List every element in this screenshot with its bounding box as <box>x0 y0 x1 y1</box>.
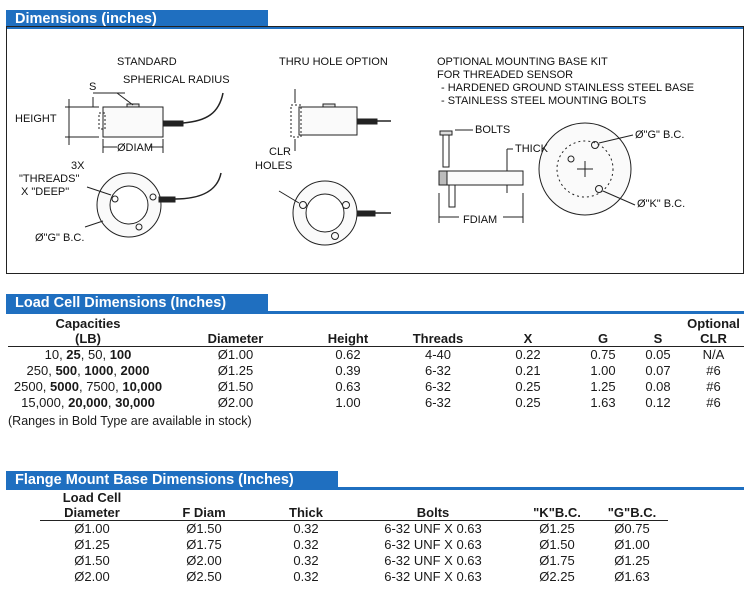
table-row <box>8 379 744 395</box>
x-cell: 0.21 <box>515 363 541 378</box>
bolts-label: BOLTS <box>475 124 511 136</box>
g-bc-label-left: Ø"G" B.C. <box>35 232 85 244</box>
fdiam-cell: Ø1.50 <box>186 521 222 536</box>
capacity-cell: 250, 500, 1000, 2000 <box>26 363 150 378</box>
capacity-cell: 15,000, 20,000, 30,000 <box>21 395 155 410</box>
header-capacities <box>8 316 168 347</box>
header-diameter: Diameter <box>207 331 264 346</box>
section-title-dimensions: Dimensions (inches) <box>6 10 268 29</box>
k-bc-label-right: Ø"K" B.C. <box>637 198 686 210</box>
header-height: Height <box>327 331 369 346</box>
gbc-cell: Ø1.00 <box>614 537 650 552</box>
gbc-cell: Ø0.75 <box>614 521 650 536</box>
lcd-cell: Ø1.50 <box>74 553 110 568</box>
load-cell-table <box>8 316 744 411</box>
thru-hole-title: THRU HOLE OPTION <box>279 56 388 68</box>
thru-hole-top-view <box>279 181 391 245</box>
table-row <box>40 537 668 553</box>
standard-top-view <box>85 173 221 237</box>
spherical-radius-label: SPHERICAL RADIUS <box>123 74 230 86</box>
diameter-cell: Ø1.25 <box>217 363 254 378</box>
g-cell: 1.25 <box>590 379 616 394</box>
header-clr-line1: Optional <box>687 316 740 331</box>
optional-kit-title: OPTIONAL MOUNTING BASE KIT <box>437 56 608 68</box>
bolts-cell: 6-32 UNF X 0.63 <box>384 569 482 584</box>
standard-title: STANDARD <box>117 56 177 68</box>
clr-cell: #6 <box>706 379 721 394</box>
clr-cell: N/A <box>702 347 725 362</box>
flange-table <box>40 490 668 585</box>
section-title-load-cell: Load Cell Dimensions (Inches) <box>6 294 268 313</box>
dimensions-figure <box>6 26 744 274</box>
threads-cell: 6-32 <box>424 395 452 410</box>
kbc-cell: Ø1.25 <box>539 521 575 536</box>
header-g: G <box>597 331 609 346</box>
threads-count-label: 3X <box>71 160 85 172</box>
table-row <box>8 363 744 379</box>
thick-cell: 0.32 <box>293 537 319 552</box>
diam-label: ØDIAM <box>117 142 154 154</box>
s-cell: 0.12 <box>645 395 671 410</box>
lcd-cell: Ø2.00 <box>74 569 110 584</box>
g-cell: 1.63 <box>590 395 616 410</box>
clr-label: CLR <box>269 146 292 158</box>
fdiam-cell: Ø1.75 <box>186 537 222 552</box>
thick-cell: 0.32 <box>293 569 319 584</box>
capacity-cell: 2500, 5000, 7500, 10,000 <box>13 379 163 394</box>
lcd-cell: Ø1.00 <box>74 521 110 536</box>
bolts-cell: 6-32 UNF X 0.63 <box>384 521 482 536</box>
diameter-cell: Ø1.00 <box>217 347 254 362</box>
s-cell: 0.07 <box>645 363 671 378</box>
diameter-cell: Ø1.50 <box>217 379 254 394</box>
mounting-base-side-view <box>439 130 523 223</box>
clr-holes-label: HOLES <box>255 160 293 172</box>
gbc-cell: Ø1.63 <box>614 569 650 584</box>
header-capacities-line1: Capacities <box>55 316 121 331</box>
lcd-cell: Ø1.25 <box>74 537 110 552</box>
clr-cell: #6 <box>706 395 721 410</box>
header-bolts: Bolts <box>416 505 450 520</box>
kbc-cell: Ø1.50 <box>539 537 575 552</box>
optional-kit-bolts: - STAINLESS STEEL MOUNTING BOLTS <box>441 95 647 107</box>
s-cell: 0.05 <box>645 347 671 362</box>
fdiam-label: FDIAM <box>463 214 498 226</box>
kbc-cell: Ø2.25 <box>539 569 575 584</box>
diameter-cell: Ø2.00 <box>217 395 254 410</box>
bolts-cell: 6-32 UNF X 0.63 <box>384 553 482 568</box>
height-cell: 1.00 <box>335 395 361 410</box>
stock-note: (Ranges in Bold Type are available in stock) <box>8 414 252 428</box>
mounting-base-top-view <box>539 123 635 215</box>
g-cell: 1.00 <box>590 363 616 378</box>
threads-cell: 6-32 <box>424 363 452 378</box>
x-cell: 0.25 <box>515 395 541 410</box>
thick-cell: 0.32 <box>293 553 319 568</box>
bolts-cell: 6-32 UNF X 0.63 <box>384 537 482 552</box>
header-clr <box>683 316 744 347</box>
g-cell: 0.75 <box>590 347 616 362</box>
header-lcd-line2: Diameter <box>64 505 120 520</box>
table-row <box>40 553 668 569</box>
header-gbc: "G"B.C. <box>607 505 657 520</box>
section-title-flange: Flange Mount Base Dimensions (Inches) <box>6 471 338 490</box>
header-kbc: "K"B.C. <box>533 505 581 520</box>
g-bc-label-right: Ø"G" B.C. <box>635 129 685 141</box>
threads-label: "THREADS" <box>19 173 80 185</box>
header-s: S <box>653 331 663 346</box>
header-lcd-line1: Load Cell <box>62 490 122 505</box>
table-header-row <box>40 490 668 521</box>
thru-hole-side-view <box>291 89 391 151</box>
thick-cell: 0.32 <box>293 521 319 536</box>
header-threads: Threads <box>412 331 464 346</box>
optional-kit-base: - HARDENED GROUND STAINLESS STEEL BASE <box>441 82 695 94</box>
table-row <box>8 395 744 411</box>
capacity-cell: 10, 25, 50, 100 <box>44 347 132 362</box>
threads-cell: 4-40 <box>424 347 452 362</box>
header-x: X <box>523 331 533 346</box>
s-cell: 0.08 <box>645 379 671 394</box>
fdiam-cell: Ø2.00 <box>186 553 222 568</box>
header-load-cell-diameter <box>40 490 144 521</box>
header-thick: Thick <box>289 505 323 520</box>
table-header-row <box>8 316 744 347</box>
height-cell: 0.62 <box>335 347 361 362</box>
height-cell: 0.63 <box>335 379 361 394</box>
height-cell: 0.39 <box>335 363 361 378</box>
header-capacities-line2: (LB) <box>75 331 101 346</box>
x-cell: 0.22 <box>515 347 541 362</box>
header-clr-line2: CLR <box>700 331 727 346</box>
gbc-cell: Ø1.25 <box>614 553 650 568</box>
header-fdiam: F Diam <box>182 505 226 520</box>
fdiam-cell: Ø2.50 <box>186 569 222 584</box>
s-label: S <box>89 81 97 93</box>
table-row <box>8 347 744 364</box>
optional-kit-subtitle: FOR THREADED SENSOR <box>437 69 574 81</box>
table-row <box>40 521 668 538</box>
threads-cell: 6-32 <box>424 379 452 394</box>
clr-cell: #6 <box>706 363 721 378</box>
thick-label: THICK <box>515 143 548 155</box>
x-cell: 0.25 <box>515 379 541 394</box>
kbc-cell: Ø1.75 <box>539 553 575 568</box>
deep-label: X "DEEP" <box>21 186 70 198</box>
table-row <box>40 569 668 585</box>
height-label: HEIGHT <box>15 113 57 125</box>
